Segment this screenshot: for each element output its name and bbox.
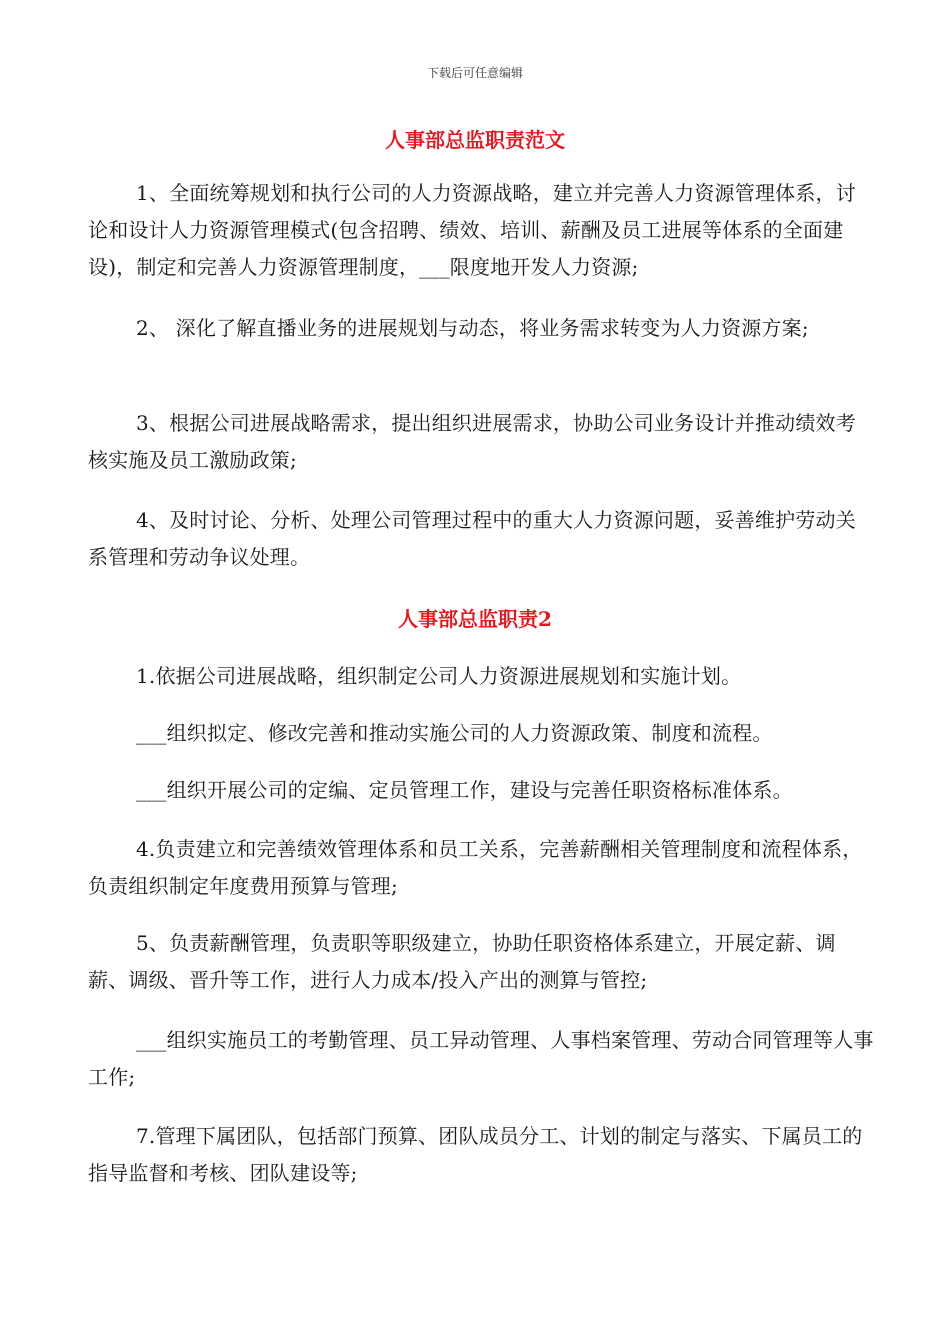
document-page [88,0,874,1344]
paragraph: 1.依据公司进展战略，组织制定公司人力资源进展规划和实施计划。 [136,664,742,688]
paragraph: 2、 深化了解直播业务的进展规划与动态，将业务需求转变为人力资源方案; [136,316,809,340]
paragraph: ___组织拟定、修改完善和推动实施公司的人力资源政策、制度和流程。 [136,721,773,745]
section-title-1: 人事部总监职责范文 [385,128,565,152]
paragraph: ___组织开展公司的定编、定员管理工作，建设与完善任职资格标准体系。 [136,778,793,802]
paragraph: 1、全面统筹规划和执行公司的人力资源战略，建立并完善人力资源管理体系，讨论和设计人力资源管理模式(包含招聘、绩效、培训、薪酬及员工进展等体系的全面建设)，制定和完善人力资源管理制度，___限度地开发人力资源; [88,181,856,279]
header-note: 下载后可任意编辑 [426,66,523,80]
paragraph: 4.负责建立和完善绩效管理体系和员工关系，完善薪酬相关管理制度和流程体系，负责组织制定年度费用预算与管理; [88,837,863,898]
section-title-2: 人事部总监职责2 [398,607,552,631]
paragraph: 7.管理下属团队，包括部门预算、团队成员分工、计划的制定与落实、下属员工的指导监督和考核、团队建设等; [88,1124,863,1185]
paragraph: 5、负责薪酬管理，负责职等职级建立，协助任职资格体系建立，开展定薪、调薪、调级、晋升等工作，进行人力成本/投入产出的测算与管控; [88,931,836,992]
paragraph: 3、根据公司进展战略需求，提出组织进展需求，协助公司业务设计并推动绩效考核实施及员工激励政策; [88,411,856,472]
paragraph: ___组织实施员工的考勤管理、员工异动管理、人事档案管理、劳动合同管理等人事工作; [88,1028,874,1089]
paragraph: 4、及时讨论、分析、处理公司管理过程中的重大人力资源问题，妥善维护劳动关系管理和劳动争议处理。 [88,508,856,569]
